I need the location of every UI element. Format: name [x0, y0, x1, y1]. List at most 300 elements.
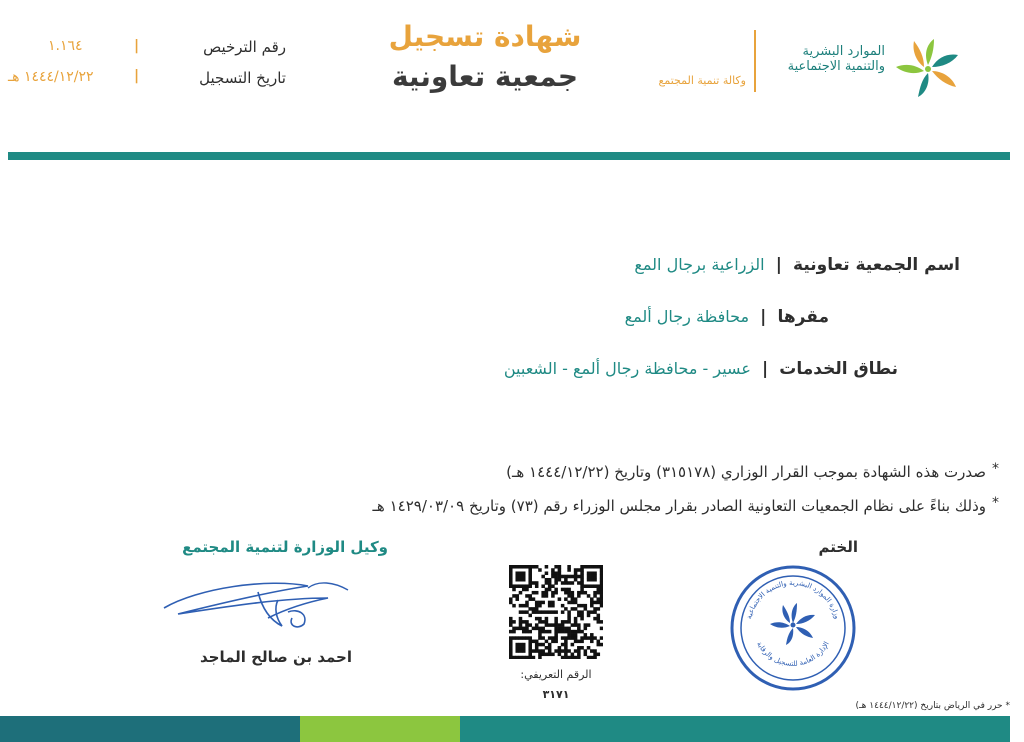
qr-module [532, 627, 536, 631]
qr-module [548, 584, 552, 588]
qr-module [551, 571, 555, 575]
qr-module [538, 630, 542, 634]
qr-module [535, 623, 539, 627]
qr-module [567, 575, 571, 579]
qr-module [564, 627, 568, 631]
qr-module [584, 653, 588, 657]
qr-module [528, 597, 532, 601]
qr-module [535, 565, 539, 569]
qr-module [561, 656, 565, 659]
qr-module [577, 581, 581, 585]
qr-module [522, 604, 526, 608]
qr-module [535, 584, 539, 588]
qr-module [577, 614, 581, 618]
qr-module [541, 643, 545, 647]
qr-module [597, 643, 601, 647]
qr-module [580, 575, 584, 579]
qr-module [571, 656, 575, 659]
qr-module [554, 633, 558, 637]
qr-module [509, 640, 513, 644]
qr-module [528, 636, 532, 640]
qr-module [525, 594, 529, 598]
qr-module [567, 581, 571, 585]
qr-module [545, 610, 549, 614]
qr-module [532, 565, 536, 569]
qr-module [600, 571, 603, 575]
qr-module [577, 627, 581, 631]
qr-module [574, 656, 578, 659]
qr-module [528, 653, 532, 657]
qr-module [512, 627, 516, 631]
note-marker: * [992, 495, 999, 511]
qr-module [577, 594, 581, 598]
qr-module [545, 630, 549, 634]
qr-module [548, 636, 552, 640]
qr-module [538, 620, 542, 624]
qr-module [548, 604, 552, 608]
qr-module [541, 620, 545, 624]
qr-module [571, 633, 575, 637]
qr-module [528, 594, 532, 598]
qr-module [525, 584, 529, 588]
qr-module [567, 610, 571, 614]
qr-module [574, 620, 578, 624]
qr-module [551, 623, 555, 627]
qr-module [535, 617, 539, 621]
qr-module [554, 565, 558, 569]
qr-module [564, 588, 568, 592]
qr-module [554, 610, 558, 614]
qr-module [564, 581, 568, 585]
qr-module [515, 571, 519, 575]
qr-module [580, 578, 584, 582]
qr-module [554, 588, 558, 592]
qr-module [587, 646, 591, 650]
qr-module [590, 640, 594, 644]
svg-text:الإدارة العامة للتسجيل والرقاب [755, 640, 831, 668]
qr-module [538, 636, 542, 640]
qr-module [509, 636, 513, 640]
qr-module [522, 649, 526, 653]
qr-module [597, 640, 601, 644]
qr-module [571, 601, 575, 605]
qr-module [522, 584, 526, 588]
qr-module [597, 614, 601, 618]
qr-module [600, 575, 603, 579]
qr-module [600, 584, 603, 588]
qr-module [532, 581, 536, 585]
qr-module [522, 646, 526, 650]
qr-module [548, 623, 552, 627]
qr-module [587, 584, 591, 588]
qr-module [532, 607, 536, 611]
qr-module [509, 581, 513, 585]
qr-module [597, 588, 601, 592]
qr-module [515, 646, 519, 650]
qr-module [587, 571, 591, 575]
ministry-logo-icon [890, 38, 966, 100]
qr-module [584, 623, 588, 627]
qr-module [561, 627, 565, 631]
qr-module [545, 653, 549, 657]
qr-id-value: ٣١٧١ [542, 688, 570, 701]
qr-module [545, 620, 549, 624]
qr-module [587, 623, 591, 627]
qr-module [564, 630, 568, 634]
qr-module [593, 591, 597, 595]
qr-module [564, 646, 568, 650]
qr-module [574, 601, 578, 605]
qr-module [564, 653, 568, 657]
qr-module [554, 620, 558, 624]
qr-module [548, 646, 552, 650]
qr-module [593, 653, 597, 657]
qr-module [541, 601, 545, 605]
qr-module [571, 623, 575, 627]
qr-module [580, 630, 584, 634]
qr-module [587, 656, 591, 659]
qr-module [525, 636, 529, 640]
qr-module [541, 649, 545, 653]
qr-module [600, 565, 603, 569]
field-value-scope: عسير - محافظة رجال ألمع - الشعبين [503, 359, 751, 378]
qr-module [522, 571, 526, 575]
qr-module [574, 640, 578, 644]
qr-module [519, 575, 523, 579]
note-regulation: وذلك بناءً على نظام الجمعيات التعاونية الصادر بقرار مجلس الوزراء رقم (٧٣) وتاريخ ١٤٢٩/٠٣/٠٩ هـ [372, 497, 986, 515]
qr-module [535, 581, 539, 585]
qr-module [541, 627, 545, 631]
qr-module [554, 571, 558, 575]
field-label-seat: مقرها [777, 307, 829, 327]
qr-module [551, 610, 555, 614]
qr-module [567, 601, 571, 605]
qr-module [584, 649, 588, 653]
qr-module [525, 604, 529, 608]
qr-module [532, 591, 536, 595]
qr-module [535, 607, 539, 611]
qr-module [525, 601, 529, 605]
qr-module [561, 610, 565, 614]
qr-module [587, 594, 591, 598]
qr-module [554, 627, 558, 631]
certificate-title: شهادة تسجيل [388, 20, 582, 53]
qr-module [551, 568, 555, 572]
qr-module [571, 597, 575, 601]
qr-module [597, 617, 601, 621]
qr-module [525, 565, 529, 569]
qr-module [551, 584, 555, 588]
qr-module [538, 604, 542, 608]
qr-module [519, 584, 523, 588]
qr-module [584, 604, 588, 608]
qr-module [515, 594, 519, 598]
stamp-bottom-text: الإدارة العامة للتسجيل والرقابة [755, 640, 831, 668]
qr-module [584, 636, 588, 640]
qr-module [574, 597, 578, 601]
field-row-name [300, 255, 960, 281]
qr-module [522, 575, 526, 579]
header-divider-bar [8, 152, 1010, 160]
qr-module [567, 627, 571, 631]
qr-module [561, 588, 565, 592]
qr-module [571, 643, 575, 647]
qr-module [509, 646, 513, 650]
qr-module [554, 578, 558, 582]
qr-module [535, 610, 539, 614]
qr-module [571, 581, 575, 585]
qr-module [584, 591, 588, 595]
qr-module [577, 640, 581, 644]
qr-module [580, 614, 584, 618]
qr-module [535, 643, 539, 647]
qr-module [528, 565, 532, 569]
qr-module [535, 601, 539, 605]
qr-module [509, 656, 513, 659]
qr-module [580, 604, 584, 608]
qr-module [525, 588, 529, 592]
field-row-scope [300, 359, 898, 385]
qr-module [600, 597, 603, 601]
qr-module [564, 640, 568, 644]
qr-module [561, 643, 565, 647]
qr-module [532, 610, 536, 614]
qr-module [528, 575, 532, 579]
qr-module [587, 575, 591, 579]
qr-module [580, 636, 584, 640]
qr-module [561, 636, 565, 640]
qr-module [528, 568, 532, 572]
footer-bar-teal [460, 716, 1010, 742]
qr-module [519, 604, 523, 608]
qr-module [525, 630, 529, 634]
qr-module [541, 594, 545, 598]
license-label: رقم الترخيص [203, 38, 286, 56]
qr-module [574, 630, 578, 634]
qr-module [522, 643, 526, 647]
field-label-scope: نطاق الخدمات [779, 359, 898, 379]
qr-module [535, 646, 539, 650]
qr-module [519, 636, 523, 640]
qr-module [519, 646, 523, 650]
reg-date-separator: | [134, 68, 140, 84]
qr-module [577, 646, 581, 650]
qr-module [567, 656, 571, 659]
qr-module [522, 620, 526, 624]
qr-module [541, 653, 545, 657]
qr-module [574, 607, 578, 611]
qr-module [554, 591, 558, 595]
qr-module [519, 578, 523, 582]
qr-module [545, 594, 549, 598]
qr-module [567, 620, 571, 624]
qr-module [515, 627, 519, 631]
ministry-name-line2: والتنمية الاجتماعية [787, 59, 885, 74]
signatory-title: وكيل الوزارة لتنمية المجتمع [182, 538, 388, 556]
qr-module [538, 601, 542, 605]
qr-module [567, 633, 571, 637]
qr-module [509, 649, 513, 653]
qr-module [519, 571, 523, 575]
qr-module [577, 649, 581, 653]
qr-module [577, 623, 581, 627]
qr-module [515, 649, 519, 653]
qr-module [538, 568, 542, 572]
qr-module [554, 640, 558, 644]
qr-module [512, 594, 516, 598]
qr-module [600, 588, 603, 592]
qr-module [515, 575, 519, 579]
qr-module [580, 584, 584, 588]
qr-module [522, 578, 526, 582]
qr-module [558, 627, 562, 631]
qr-module [528, 630, 532, 634]
qr-module [564, 578, 568, 582]
qr-module [525, 623, 529, 627]
qr-module [509, 584, 513, 588]
qr-module [571, 591, 575, 595]
qr-module [558, 565, 562, 569]
qr-module [571, 630, 575, 634]
qr-module [551, 591, 555, 595]
footer-bar-dark-teal [0, 716, 300, 742]
qr-module [538, 649, 542, 653]
qr-module [509, 575, 513, 579]
qr-module [528, 581, 532, 585]
qr-module [580, 640, 584, 644]
qr-module [554, 636, 558, 640]
qr-module [558, 646, 562, 650]
qr-module [512, 604, 516, 608]
issued-note [780, 701, 1010, 711]
qr-module [590, 597, 594, 601]
qr-module [548, 649, 552, 653]
qr-module [597, 601, 601, 605]
qr-module [577, 591, 581, 595]
footer-bar-green [300, 716, 460, 742]
qr-module [515, 584, 519, 588]
qr-module [577, 575, 581, 579]
qr-module [515, 578, 519, 582]
qr-module [577, 656, 581, 659]
qr-module [597, 591, 601, 595]
ministry-name-line1: الموارد البشرية [802, 44, 885, 59]
qr-module [561, 604, 565, 608]
qr-module [528, 578, 532, 582]
qr-module [561, 620, 565, 624]
footer-note-text: حرر في الرياض بتاريخ (١٤٤٤/١٢/٢٢ هـ) [855, 701, 1003, 711]
qr-module [587, 578, 591, 582]
qr-module [567, 630, 571, 634]
qr-module [587, 636, 591, 640]
qr-module [515, 656, 519, 659]
qr-module [548, 630, 552, 634]
qr-module [551, 601, 555, 605]
qr-module [522, 636, 526, 640]
qr-module [580, 588, 584, 592]
qr-module [584, 584, 588, 588]
qr-module [558, 568, 562, 572]
certificate-subtitle: جمعية تعاونية [391, 60, 579, 93]
qr-module [558, 630, 562, 634]
qr-module [590, 578, 594, 582]
qr-module [509, 578, 513, 582]
qr-module [574, 578, 578, 582]
qr-module [551, 594, 555, 598]
qr-module [551, 636, 555, 640]
qr-module [584, 607, 588, 611]
qr-module [567, 617, 571, 621]
qr-module [541, 591, 545, 595]
qr-module [564, 575, 568, 579]
qr-module [561, 630, 565, 634]
qr-module [532, 597, 536, 601]
qr-module [545, 640, 549, 644]
qr-module [577, 653, 581, 657]
qr-module [522, 656, 526, 659]
qr-module [538, 653, 542, 657]
qr-module [590, 610, 594, 614]
qr-module [548, 610, 552, 614]
qr-module [515, 636, 519, 640]
qr-module [528, 623, 532, 627]
qr-module [509, 623, 513, 627]
qr-module [590, 601, 594, 605]
qr-module [535, 649, 539, 653]
qr-module [577, 568, 581, 572]
qr-module [541, 610, 545, 614]
qr-module [580, 591, 584, 595]
qr-module [545, 588, 549, 592]
qr-module [600, 636, 603, 640]
stamp-emblem-icon [770, 603, 815, 645]
qr-module [593, 656, 597, 659]
qr-module [522, 627, 526, 631]
qr-module [567, 636, 571, 640]
qr-module [512, 656, 516, 659]
qr-module [564, 636, 568, 640]
stamp-label: الختم [818, 538, 858, 556]
qr-module [590, 584, 594, 588]
qr-module [600, 581, 603, 585]
qr-module [554, 649, 558, 653]
ministry-name [760, 44, 885, 74]
license-separator: | [134, 38, 140, 54]
qr-module [564, 607, 568, 611]
qr-module [545, 623, 549, 627]
qr-module [525, 610, 529, 614]
qr-module [535, 627, 539, 631]
field-row-seat [300, 307, 829, 333]
qr-module [593, 649, 597, 653]
qr-module [548, 601, 552, 605]
qr-module [571, 636, 575, 640]
qr-module [512, 565, 516, 569]
field-value-seat: محافظة رجال ألمع [624, 307, 750, 326]
qr-module [528, 614, 532, 618]
qr-module [580, 565, 584, 569]
qr-module [528, 656, 532, 659]
qr-module [545, 565, 549, 569]
qr-module [580, 571, 584, 575]
qr-module [541, 584, 545, 588]
qr-module [535, 640, 539, 644]
qr-module [584, 633, 588, 637]
qr-module [584, 627, 588, 631]
qr-module [590, 656, 594, 659]
qr-module [554, 630, 558, 634]
qr-module [551, 575, 555, 579]
